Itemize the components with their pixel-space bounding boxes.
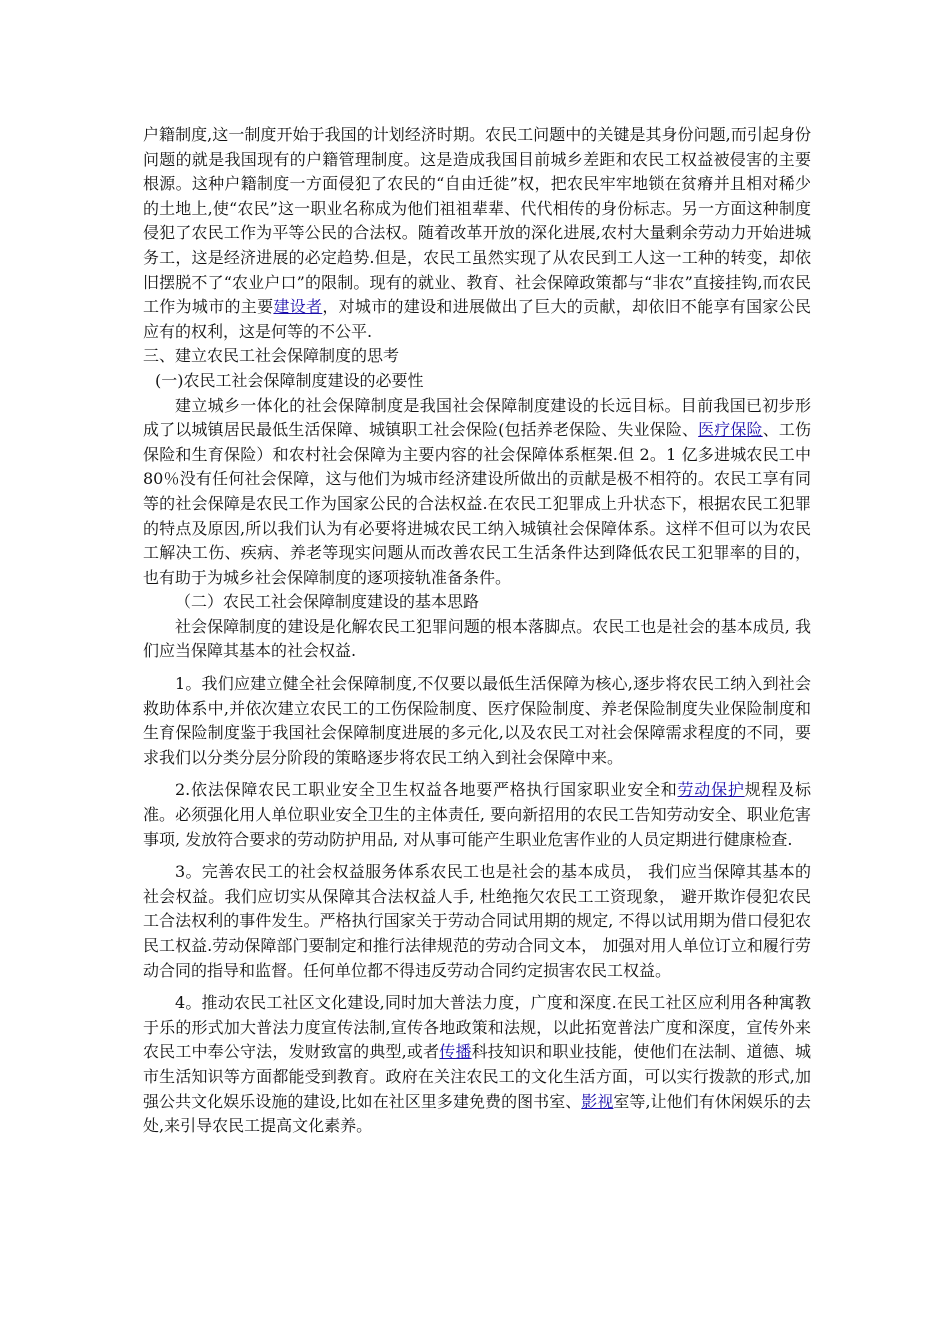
link-film-tv[interactable]: 影视 bbox=[581, 1091, 614, 1111]
subsection-heading-necessity: (一)农民工社会保障制度建设的必要性 bbox=[155, 370, 424, 390]
paragraph-foundation: 社会保障制度的建设是化解农民工犯罪问题的根本落脚点。农民工也是社会的基本成员, 我们应当保障其基本的社会权益. bbox=[143, 616, 811, 661]
paragraph-text: 室等,让他们有休闲娱乐的去处,来引导农民工提高文化素养。 bbox=[143, 1091, 811, 1136]
paragraph-text: 4。推动农民工社区文化建设,同时加大普法力度，广度和深度.在民工社区应利用各种寓教于乐的形式加大普法力度宣传法制,宣传各地政策和法规，以此拓宽普法广度和深度，宣传外来农民工中奉公守法，发财致富的典型,或者 bbox=[143, 993, 811, 1062]
paragraph-text: ，对城市的建设和进展做出了巨大的贡献，却依旧不能享有国家公民应有的权利，这是何等的不公平. bbox=[143, 297, 811, 341]
paragraph-point-4 bbox=[143, 991, 811, 1139]
paragraph-text: 规程及标准。必须强化用人单位职业安全卫生的主体责任, 要向新招用的农民工告知劳动安全、职业危害事项, 发放符合要求的劳动防护用品, 对从事可能产生职业危害作业的人员定期进行健康检查. bbox=[143, 780, 811, 849]
paragraph-text: 建立城乡一体化的社会保障制度是我国社会保障制度建设的长远目标。目前我国已初步形成了以城镇居民最低生活保障、城镇职工社会保险(包括养老保险、失业保险、 bbox=[143, 395, 811, 440]
section-heading-3: 三、建立农民工社会保障制度的思考 bbox=[143, 346, 400, 366]
paragraph-text: 、工伤保险和生育保险）和农村社会保障为主要内容的社会保障体系框架.但 2。1 亿多进城农民工中 80％没有任何社会保障，这与他们为城市经济建设所做出的贡献是极不相符的。农民工享有同等的社会保障是农民工作为国家公民的合法权益.在农民工犯罪成上升状态下，根据农民工犯罪的特点及原因,所以我们认为有必要将进城农民工纳入城镇社会保障体系。这样不但可以为农民工解决工伤、疾病、养老等现实问题从而改善农民工生活条件达到降低农民工犯罪率的目的， 也有助于为城乡社会保障制度的逐项接轨准备条件。 bbox=[143, 420, 811, 587]
link-dissemination[interactable]: 传播 bbox=[439, 1042, 472, 1062]
paragraph-text: 2.依法保障农民工职业安全卫生权益各地要严格执行国家职业安全和 bbox=[175, 780, 678, 800]
paragraph-text: 户籍制度,这一制度开始于我国的计划经济时期。农民工问题中的关键是其身份问题,而引起身份问题的就是我国现有的户籍管理制度。这是造成我国目前城乡差距和农民工权益被侵害的主要根源。这种户籍制度一方面侵犯了农民的“自由迁徙”权，把农民牢牢地锁在贫瘠并且相对稀少的土地上,使“农民”这一职业名称成为他们祖祖辈辈、代代相传的身份标志。另一方面这种制度侵犯了农民工作为平等公民的合法权。随着改革开放的深化进展,农村大量剩余劳动力开始进城务工，这是经济进展的必定趋势.但是，农民工虽然实现了从农民到工人这一工种的转变，却依旧摆脱不了“农业户口”的限制。现有的就业、教育、社会保障政策都与“非农”直接挂钩,而农民工作为城市的主要 bbox=[143, 125, 811, 317]
paragraph-point-1: 1。我们应建立健全社会保障制度,不仅要以最低生活保障为核心,逐步将农民工纳入到社会救助体系中,并依次建立农民工的工伤保险制度、医疗保险制度、养老保险制度失业保险制度和生育保险制度鉴于我国社会保障制度进展的多元化,以及农民工对社会保障需求程度的不同，要求我们以分类分层分阶段的策略逐步将农民工纳入到社会保障中来。 bbox=[143, 674, 811, 767]
paragraph-text: 科技知识和职业技能，使他们在法制、道德、城市生活知识等方面都能受到教育。政府在关注农民工的文化生活方面，可以实行拨款的形式,加强公共文化娱乐设施的建设,比如在社区里多建免费的图书室、 bbox=[143, 1042, 811, 1111]
subsection-heading-basic-approach: （二）农民工社会保障制度建设的基本思路 bbox=[175, 592, 480, 612]
paragraph-hukou-system bbox=[143, 123, 811, 344]
link-medical-insurance[interactable]: 医疗保险 bbox=[698, 420, 763, 440]
link-labor-protection[interactable]: 劳动保护 bbox=[677, 780, 745, 800]
paragraph-point-2 bbox=[143, 778, 811, 852]
paragraph-necessity bbox=[143, 394, 811, 591]
paragraph-point-3: 3。完善农民工的社会权益服务体系农民工也是社会的基本成员， 我们应当保障其基本的社会权益。我们应切实从保障其合法权益人手, 杜绝拖欠农民工工资现象， 避开欺诈侵犯农民工合法权利的事件发生。严格执行国家关于劳动合同试用期的规定, 不得以试用期为借口侵犯农民工权益.劳动保障部门要制定和推行法律规范的劳动合同文本， 加强对用人单位订立和履行劳动合同的指导和监督。任何单位都不得违反劳动合同约定损害农民工权益。 bbox=[143, 862, 811, 980]
link-builders[interactable]: 建设者 bbox=[273, 297, 323, 317]
document-body bbox=[143, 123, 811, 1139]
